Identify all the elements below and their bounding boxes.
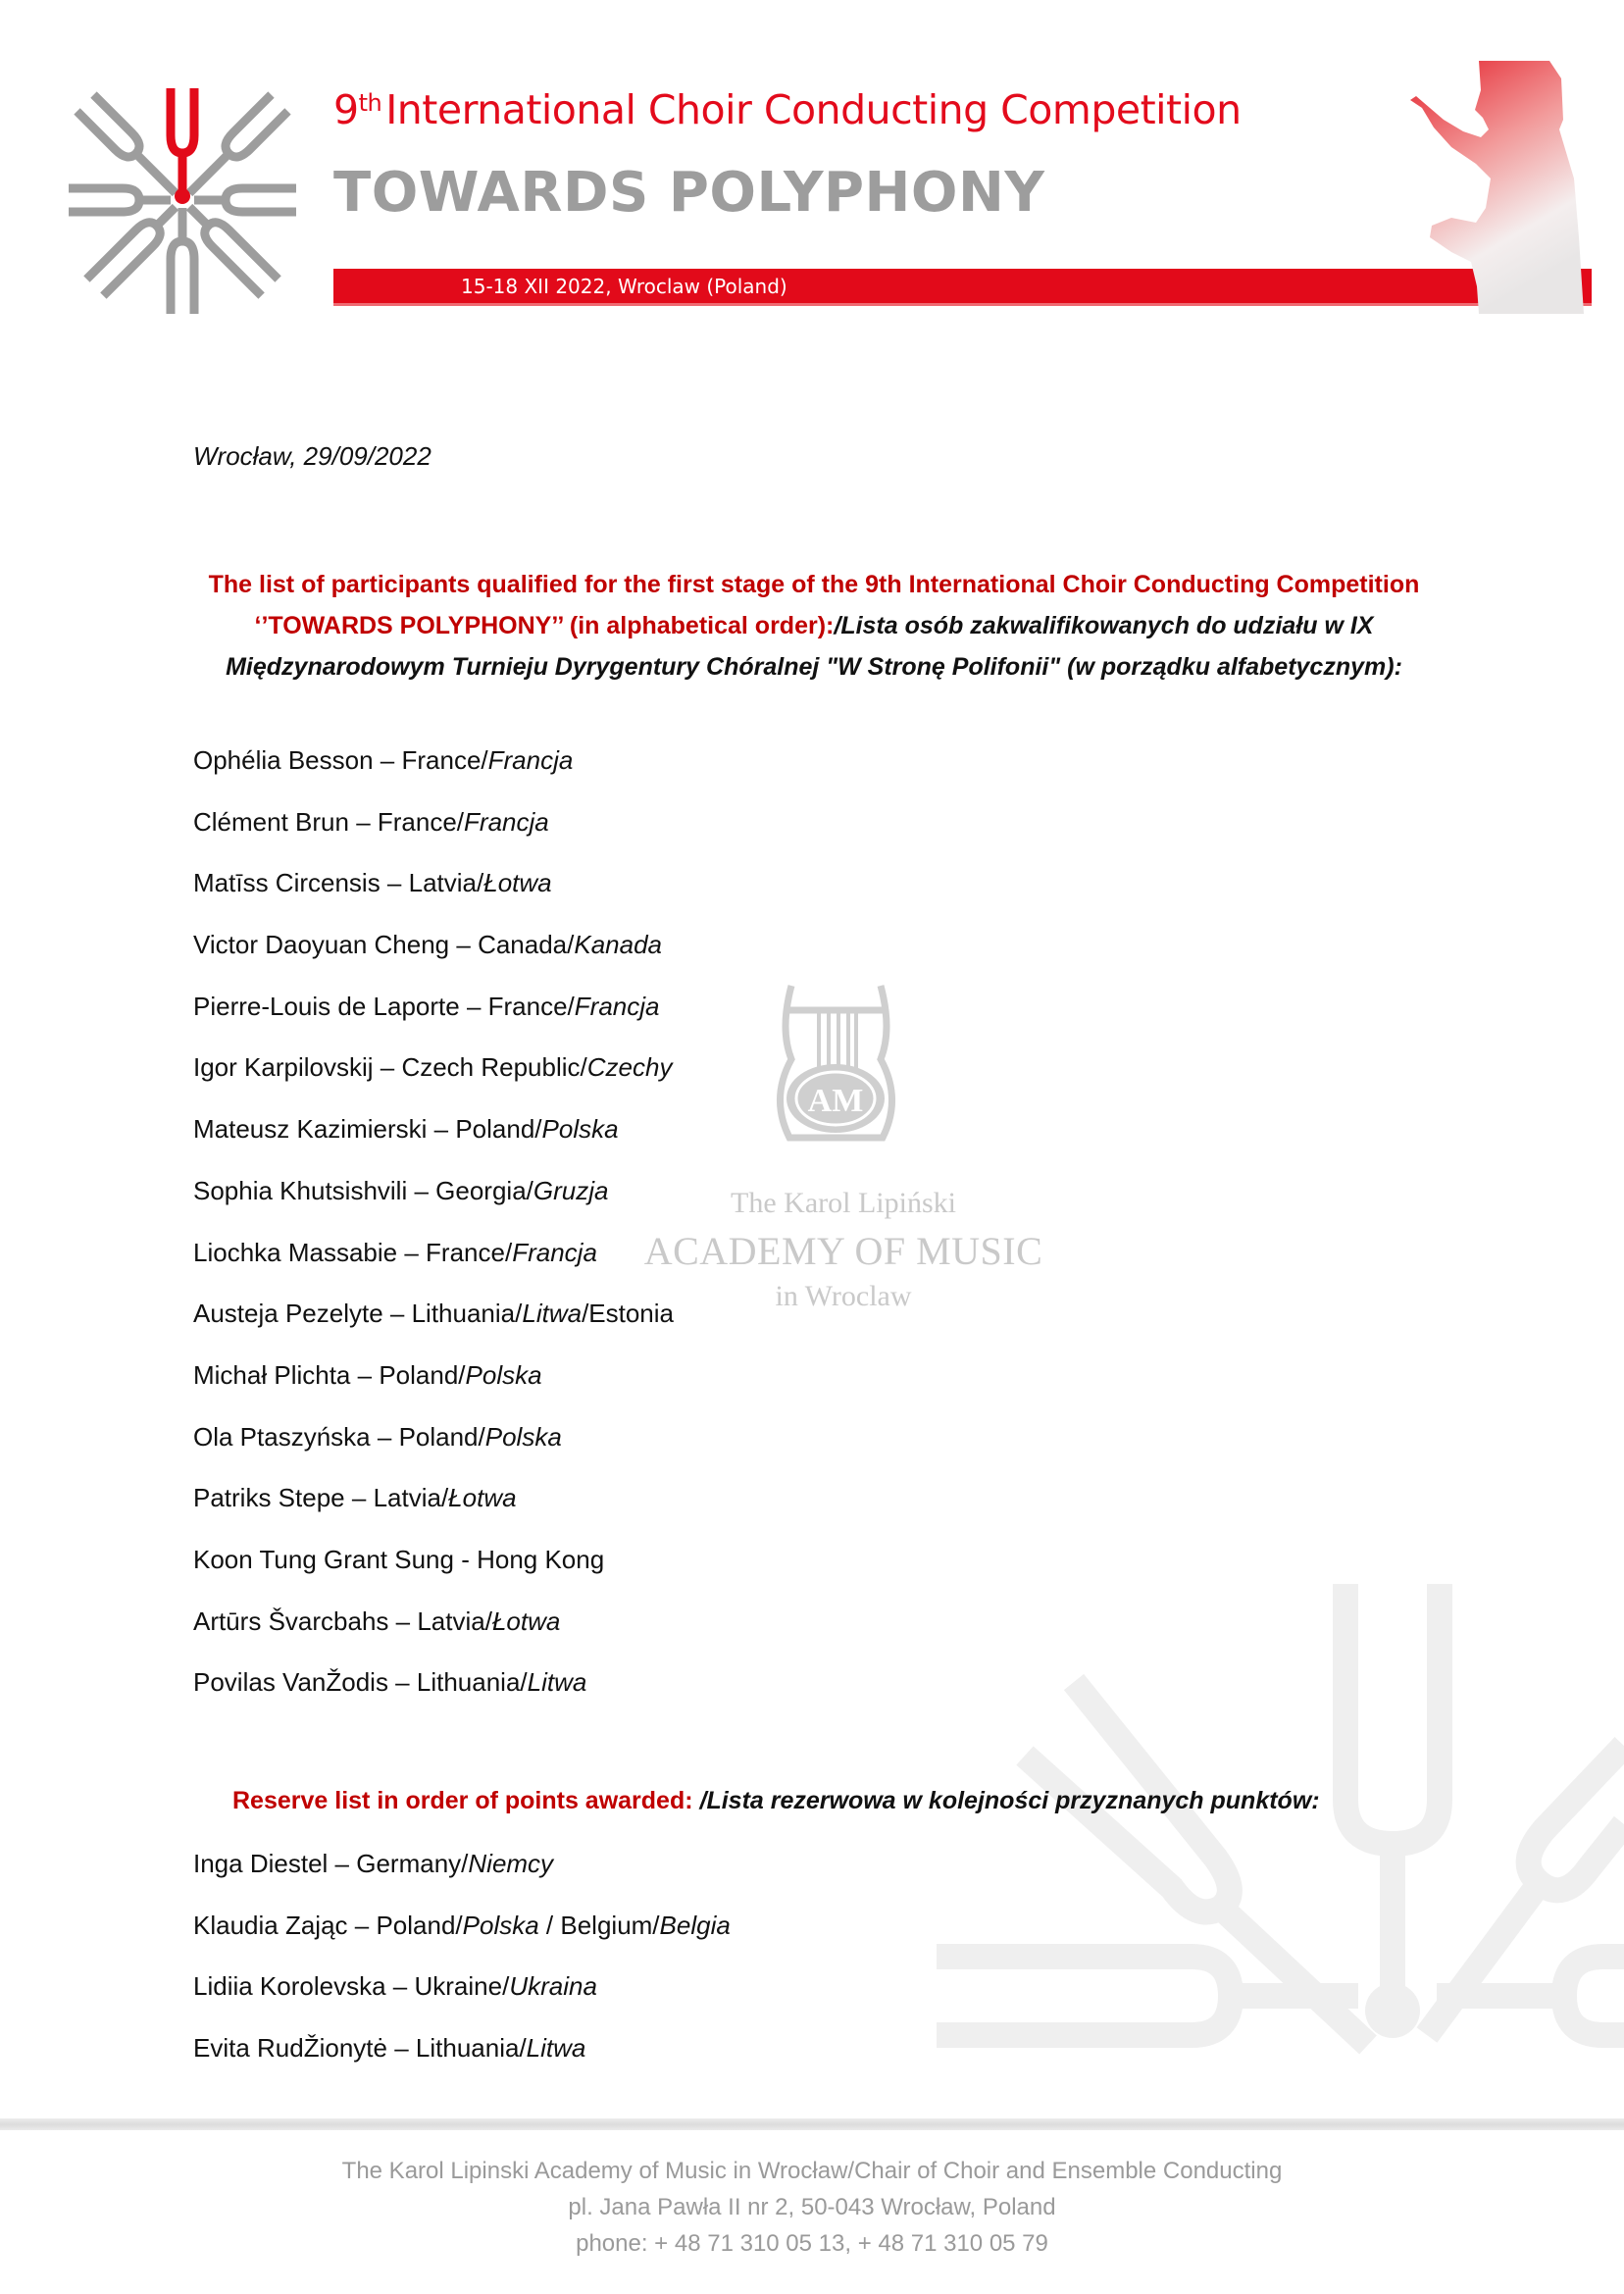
footer-phone: phone: + 48 71 310 05 13, + 48 71 310 05 79 bbox=[576, 2230, 1048, 2257]
list-item: Povilas VanŽodis – Lithuania/Litwa bbox=[193, 1667, 587, 1698]
participants-list bbox=[193, 745, 674, 1729]
footer-address: pl. Jana Pawła II nr 2, 50-043 Wrocław, Poland bbox=[568, 2194, 1056, 2220]
watermark-line-1: The Karol Lipiński bbox=[731, 1187, 956, 1219]
watermark-line-2: ACADEMY OF MUSIC bbox=[643, 1229, 1043, 1273]
list-item: Liochka Massabie – France/Francja bbox=[193, 1237, 597, 1267]
conductor-silhouette-icon bbox=[1373, 61, 1599, 314]
place-date: Wrocław, 29/09/2022 bbox=[193, 441, 431, 471]
list-item: Lidiia Korolevska – Ukraine/Ukraina bbox=[193, 1971, 597, 2002]
tuning-forks-watermark-icon bbox=[937, 1574, 1624, 2138]
watermark-line-3: in Wroclaw bbox=[775, 1280, 912, 1312]
reserve-heading-polish: /Lista rezerwowa w kolejności przyznanych punktów: bbox=[699, 1787, 1320, 1814]
list-item: Patriks Stepe – Latvia/Łotwa bbox=[193, 1483, 517, 1513]
competition-subtitle: TOWARDS POLYPHONY bbox=[333, 161, 1045, 225]
list-item: Ola Ptaszyńska – Poland/Polska bbox=[193, 1421, 562, 1452]
footer-divider bbox=[0, 2118, 1624, 2130]
list-item: Ophélia Besson – France/Francja bbox=[193, 745, 574, 775]
list-item: Pierre-Louis de Laporte – France/Francja bbox=[193, 991, 660, 1021]
list-item: Evita RudŽionytė – Lithuania/Litwa bbox=[193, 2033, 586, 2064]
lyre-emblem-icon bbox=[770, 981, 902, 1152]
reserve-list-heading bbox=[232, 1787, 1409, 1815]
list-item: Victor Daoyuan Cheng – Canada/Kanada bbox=[193, 930, 663, 960]
list-item: Igor Karpilovskij – Czech Republic/Czechy bbox=[193, 1052, 673, 1083]
footer bbox=[0, 2153, 1624, 2262]
list-item: Austeja Pezelyte – Lithuania/Litwa/Estonia bbox=[193, 1299, 675, 1329]
list-heading bbox=[177, 564, 1451, 688]
title-text: International Choir Conducting Competition bbox=[385, 86, 1242, 133]
svg-text:AM: AM bbox=[807, 1083, 864, 1119]
list-item: Artūrs Švarcbahs – Latvia/Łotwa bbox=[193, 1606, 561, 1636]
list-item: Klaudia Zając – Poland/Polska / Belgium/Belgia bbox=[193, 1910, 731, 1940]
ordinal-suffix: th bbox=[358, 89, 382, 117]
list-item: Mateusz Kazimierski – Poland/Polska bbox=[193, 1114, 619, 1145]
list-item: Matīss Circensis – Latvia/Łotwa bbox=[193, 868, 552, 898]
list-item: Michał Plichta – Poland/Polska bbox=[193, 1359, 542, 1390]
list-item: Clément Brun – France/Francja bbox=[193, 806, 549, 837]
list-item: Sophia Khutsishvili – Georgia/Gruzja bbox=[193, 1175, 609, 1205]
heading-polish: /Lista osób zakwalifikowanych do udziału w IX Międzynarodowym Turnieju Dyrygentury Chóralnej "W Stronę Polifonii" (w porządku alfabetycznym): bbox=[226, 612, 1402, 681]
date-location-text: 15-18 XII 2022, Wroclaw (Poland) bbox=[461, 275, 787, 298]
list-item: Koon Tung Grant Sung - Hong Kong bbox=[193, 1544, 605, 1574]
reserve-heading-english: Reserve list in order of points awarded: bbox=[232, 1787, 700, 1814]
competition-title bbox=[333, 86, 1242, 133]
tuning-forks-star-icon bbox=[69, 82, 296, 314]
heading-english: The list of participants qualified for the first stage of the 9th International Choir Conducting Competition ‘’TOWARDS POLYPHONY’’ (in alphabetical order): bbox=[208, 571, 1420, 639]
list-item: Inga Diestel – Germany/Niemcy bbox=[193, 1849, 554, 1878]
reserve-list bbox=[193, 1849, 731, 2095]
ordinal-number: 9 bbox=[333, 86, 359, 133]
footer-institution: The Karol Lipinski Academy of Music in Wrocław/Chair of Choir and Ensemble Conducting bbox=[341, 2158, 1283, 2184]
